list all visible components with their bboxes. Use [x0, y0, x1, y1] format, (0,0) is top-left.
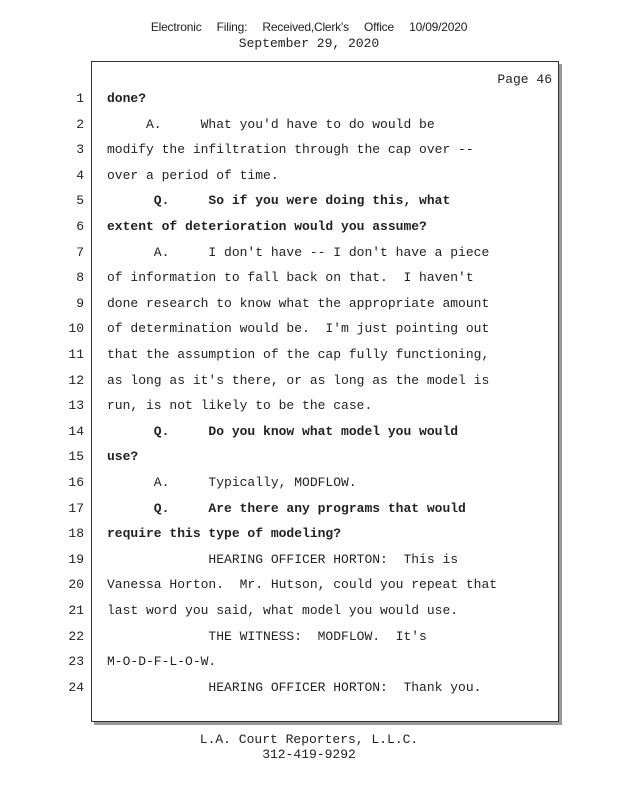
transcript-line	[0, 193, 618, 218]
line-number: 24	[68, 679, 84, 695]
transcript-line	[0, 501, 618, 526]
line-text: M-O-D-F-L-O-W.	[107, 654, 217, 670]
line-number: 1	[76, 91, 84, 106]
line-number: 11	[68, 347, 84, 362]
line-number: 12	[68, 372, 84, 388]
transcript-date: September 29, 2020	[238, 36, 380, 51]
transcript-line	[0, 296, 618, 321]
line-number: 9	[76, 295, 84, 311]
transcript-line	[0, 142, 618, 167]
line-text: over a period of time.	[107, 167, 279, 183]
stamp-part: Office	[364, 20, 394, 34]
line-number: 18	[68, 526, 84, 542]
line-number: 8	[76, 270, 84, 286]
line-number: 21	[68, 603, 84, 618]
line-number: 16	[68, 475, 84, 490]
line-number: 19	[68, 551, 84, 567]
line-number: 22	[68, 628, 84, 644]
line-text: Q. Do you know what model you would	[107, 423, 459, 439]
line-number: 2	[76, 116, 84, 132]
line-text: of determination would be. I'm just pointing out	[107, 321, 490, 337]
transcript-line	[0, 117, 618, 142]
transcript-line	[0, 270, 618, 295]
efiling-stamp	[0, 20, 618, 34]
transcript-line	[0, 449, 618, 474]
line-number: 13	[68, 398, 84, 414]
line-number: 7	[76, 244, 84, 260]
line-text: done?	[107, 91, 147, 106]
reporter-company: L.A. Court Reporters, L.L.C.	[199, 732, 419, 747]
line-text: A. What you'd have to do would be	[107, 116, 435, 132]
transcript-line	[0, 526, 618, 551]
line-text: last word you said, what model you would use.	[107, 603, 459, 618]
transcript-line	[0, 168, 618, 193]
transcript-line	[0, 629, 618, 654]
line-text: Vanessa Horton. Mr. Hutson, could you repeat that	[107, 577, 498, 593]
line-text: extent of deterioration would you assume?	[107, 219, 427, 234]
line-text: use?	[107, 449, 139, 465]
line-text: THE WITNESS: MODFLOW. It's	[107, 628, 427, 644]
transcript-line	[0, 347, 618, 372]
line-text: done research to know what the appropriate amount	[107, 295, 490, 311]
line-number: 14	[68, 423, 84, 439]
transcript-line	[0, 398, 618, 423]
transcript-line	[0, 577, 618, 602]
reporter-phone: 312-419-9292	[262, 747, 356, 762]
line-text: that the assumption of the cap fully functioning,	[107, 347, 490, 362]
line-number: 20	[68, 577, 84, 593]
line-text: require this type of modeling?	[107, 526, 342, 542]
line-text: A. I don't have -- I don't have a piece	[107, 244, 490, 260]
line-number: 15	[68, 449, 84, 465]
line-text: of information to fall back on that. I haven't	[107, 270, 474, 286]
stamp-part: Filing:	[216, 20, 248, 34]
stamp-part: Received,Clerk's	[262, 20, 349, 34]
page-number: Page 46	[497, 72, 552, 87]
line-number: 17	[68, 500, 84, 516]
transcript-line	[0, 245, 618, 270]
line-number: 3	[76, 142, 84, 158]
transcript-line	[0, 219, 618, 244]
line-text: Q. So if you were doing this, what	[107, 193, 451, 209]
line-text: run, is not likely to be the case.	[107, 398, 373, 414]
line-number: 23	[68, 654, 84, 670]
line-text: A. Typically, MODFLOW.	[107, 475, 357, 490]
line-number: 5	[76, 193, 84, 209]
footer	[0, 732, 618, 762]
line-number: 10	[68, 321, 84, 337]
transcript-line	[0, 603, 618, 628]
transcript-line	[0, 552, 618, 577]
line-text: modify the infiltration through the cap over --	[107, 142, 474, 158]
stamp-part: 10/09/2020	[409, 20, 468, 34]
transcript-line	[0, 654, 618, 679]
transcript-line	[0, 91, 618, 116]
line-text: HEARING OFFICER HORTON: This is	[107, 551, 459, 567]
transcript-line	[0, 373, 618, 398]
line-number: 6	[76, 219, 84, 234]
line-text: as long as it's there, or as long as the model is	[107, 372, 490, 388]
line-number: 4	[76, 167, 84, 183]
transcript-line	[0, 475, 618, 500]
line-text: Q. Are there any programs that would	[107, 500, 466, 516]
transcript-line	[0, 680, 618, 705]
transcript-line	[0, 321, 618, 346]
line-text: HEARING OFFICER HORTON: Thank you.	[107, 679, 482, 695]
stamp-part: Electronic	[150, 20, 202, 34]
transcript-line	[0, 424, 618, 449]
